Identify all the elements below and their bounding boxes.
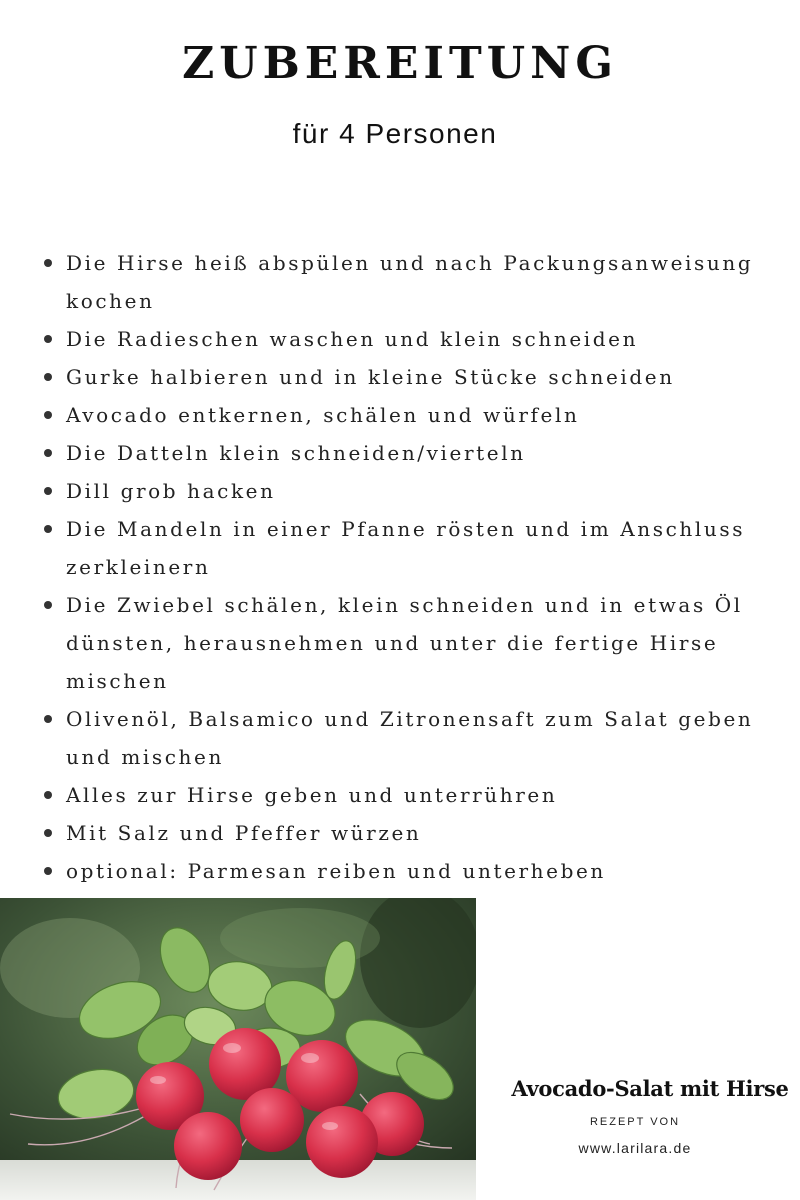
bullet-icon [44,411,52,419]
list-item [40,776,760,814]
bullet-icon [44,525,52,533]
step-text: Avocado entkernen, schälen und würfeln [66,403,580,427]
page-title: ZUBEREITUNG [182,38,618,89]
step-text: Dill grob hacken [66,479,276,503]
bullet-icon [44,259,52,267]
step-text: optional: Parmesan reiben und unterheben [66,859,606,883]
step-text: Die Datteln klein schneiden/vierteln [66,441,526,465]
recipe-name: Avocado-Salat mit Hirse [511,1076,789,1101]
step-text: Olivenöl, Balsamico und Zitronensaft zum Salat geben und mischen [66,707,754,769]
step-text: Gurke halbieren und in kleine Stücke schneiden [66,365,675,389]
preparation-steps-list [40,244,760,890]
step-text: Die Zwiebel schälen, klein schneiden und in etwas Öl dünsten, herausnehmen und unter die fertige Hirse mischen [66,593,743,693]
recipe-by-label: REZEPT VON [589,1116,681,1128]
list-item [40,434,760,472]
step-text: Die Radieschen waschen und klein schneiden [66,327,639,351]
list-item [40,472,760,510]
step-text: Die Mandeln in einer Pfanne rösten und im Anschluss zerkleinern [66,517,746,579]
step-text: Alles zur Hirse geben und unterrühren [66,783,558,807]
bullet-icon [44,601,52,609]
bullet-icon [44,487,52,495]
bullet-icon [44,829,52,837]
bullet-icon [44,449,52,457]
bullet-icon [44,335,52,343]
bullet-icon [44,373,52,381]
bullet-icon [44,791,52,799]
list-item [40,396,760,434]
list-item [40,700,760,776]
bullet-icon [44,715,52,723]
list-item [40,586,760,700]
website-link[interactable]: www.larilara.de [578,1140,692,1156]
list-item [40,320,760,358]
step-text: Mit Salz und Pfeffer würzen [66,821,422,845]
radishes-photo [0,898,476,1200]
list-item [40,852,760,890]
list-item [40,814,760,852]
list-item [40,358,760,396]
list-item [40,244,760,320]
step-text: Die Hirse heiß abspülen und nach Packungsanweisung kochen [66,251,754,313]
servings-subtitle: für 4 Personen [292,118,498,149]
list-item [40,510,760,586]
bullet-icon [44,867,52,875]
